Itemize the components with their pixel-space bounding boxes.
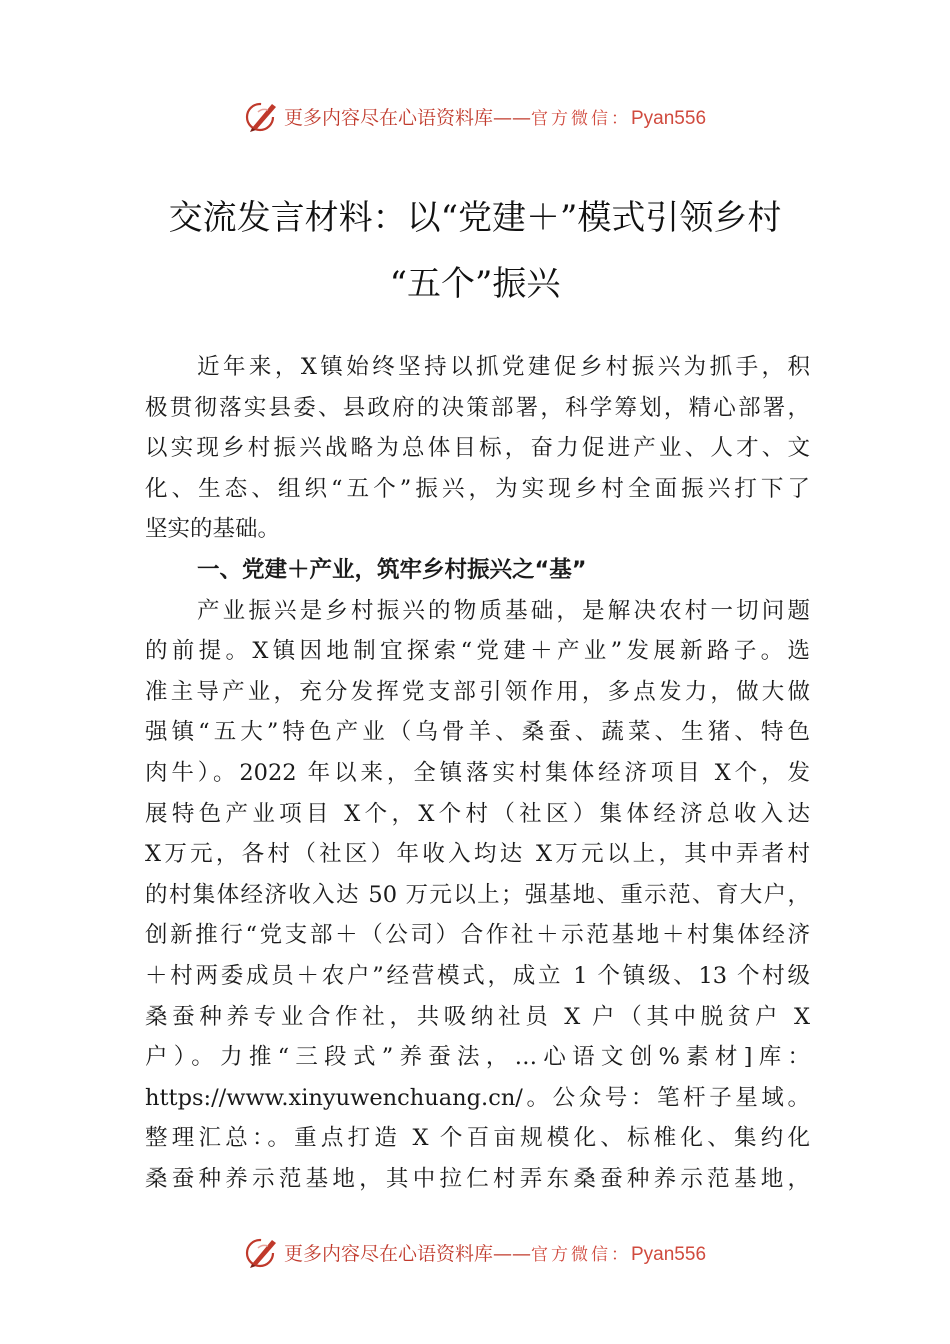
banner-wechat-label: 官方微信： bbox=[531, 108, 631, 129]
banner-main: 更多内容尽在心语资料库 bbox=[283, 1242, 493, 1265]
body-line: 化、生态、组织“五个”振兴，为实现乡村全面振兴打下了 bbox=[145, 475, 810, 502]
body-line: 展特色产业项目 X个，X个村（社区）集体经济总收入达 bbox=[145, 800, 810, 827]
banner-wechat-id: Pyan556 bbox=[631, 107, 707, 129]
body-line: 创新推行“党支部＋（公司）合作社＋示范基地＋村集体经济 bbox=[145, 922, 810, 949]
body-line: 肉牛）。2022 年以来，全镇落实村集体经济项目 X个，发 bbox=[145, 759, 810, 786]
banner-text bbox=[284, 1239, 706, 1266]
banner-wechat-id: Pyan556 bbox=[631, 1243, 707, 1265]
body-line: 户）。力推“三段式”养蚕法，…心语文创%素材]库： bbox=[145, 1044, 810, 1071]
body-line: ＋村两委成员＋农户”经营模式，成立 1 个镇级、13 个村级 bbox=[145, 962, 810, 989]
body-line: 极贯彻落实县委、县政府的决策部署，科学筹划，精心部署， bbox=[145, 394, 810, 421]
pen-logo-icon bbox=[244, 98, 280, 134]
section-heading: 一、党建＋产业，筑牢乡村振兴之“基” bbox=[197, 556, 587, 583]
header-banner bbox=[0, 96, 950, 136]
body-line: 强镇“五大”特色产业（乌骨羊、桑蚕、蔬菜、生猪、特色 bbox=[145, 719, 810, 746]
pen-logo-icon bbox=[244, 1234, 280, 1270]
title-line-1: 交流发言材料：以“党建＋”模式引领乡村 bbox=[168, 198, 782, 238]
body-line: 产业振兴是乡村振兴的物质基础，是解决农村一切问题 bbox=[197, 597, 810, 624]
banner-text bbox=[284, 103, 706, 130]
body-line: 以实现乡村振兴战略为总体目标，奋力促进产业、人才、文 bbox=[145, 435, 810, 462]
banner-wechat-label: 官方微信： bbox=[531, 1244, 631, 1265]
banner-dash: —— bbox=[493, 106, 531, 129]
body-line: https://www.xinyuwenchuang.cn/。公众号：笔杆子星域。 bbox=[145, 1084, 810, 1111]
body-line: X万元，各村（社区）年收入均达 X万元以上，其中弄者村 bbox=[145, 841, 810, 868]
footer-banner bbox=[0, 1232, 950, 1272]
document-body bbox=[145, 347, 810, 1199]
body-line: 准主导产业，充分发挥党支部引领作用，多点发力，做大做 bbox=[145, 678, 810, 705]
banner-main: 更多内容尽在心语资料库 bbox=[283, 106, 493, 129]
body-line: 整理汇总：。重点打造 X 个百亩规模化、标椎化、集约化 bbox=[145, 1125, 810, 1152]
body-line: 桑蚕种养示范基地，其中拉仁村弄东桑蚕种养示范基地， bbox=[145, 1165, 810, 1192]
body-line: 近年来，X镇始终坚持以抓党建促乡村振兴为抓手，积 bbox=[197, 354, 810, 380]
body-line: 桑蚕种养专业合作社，共吸纳社员 X 户（其中脱贫户 X bbox=[145, 1003, 810, 1030]
body-line: 的前提。X镇因地制宜探索“党建＋产业”发展新路子。选 bbox=[145, 638, 810, 665]
banner-dash: —— bbox=[493, 1242, 531, 1265]
body-line: 的村集体经济收入达 50 万元以上；强基地、重示范、育大户， bbox=[145, 881, 810, 908]
body-line: 坚实的基础。 bbox=[145, 516, 281, 543]
title-line-2: “五个”振兴 bbox=[389, 264, 561, 304]
